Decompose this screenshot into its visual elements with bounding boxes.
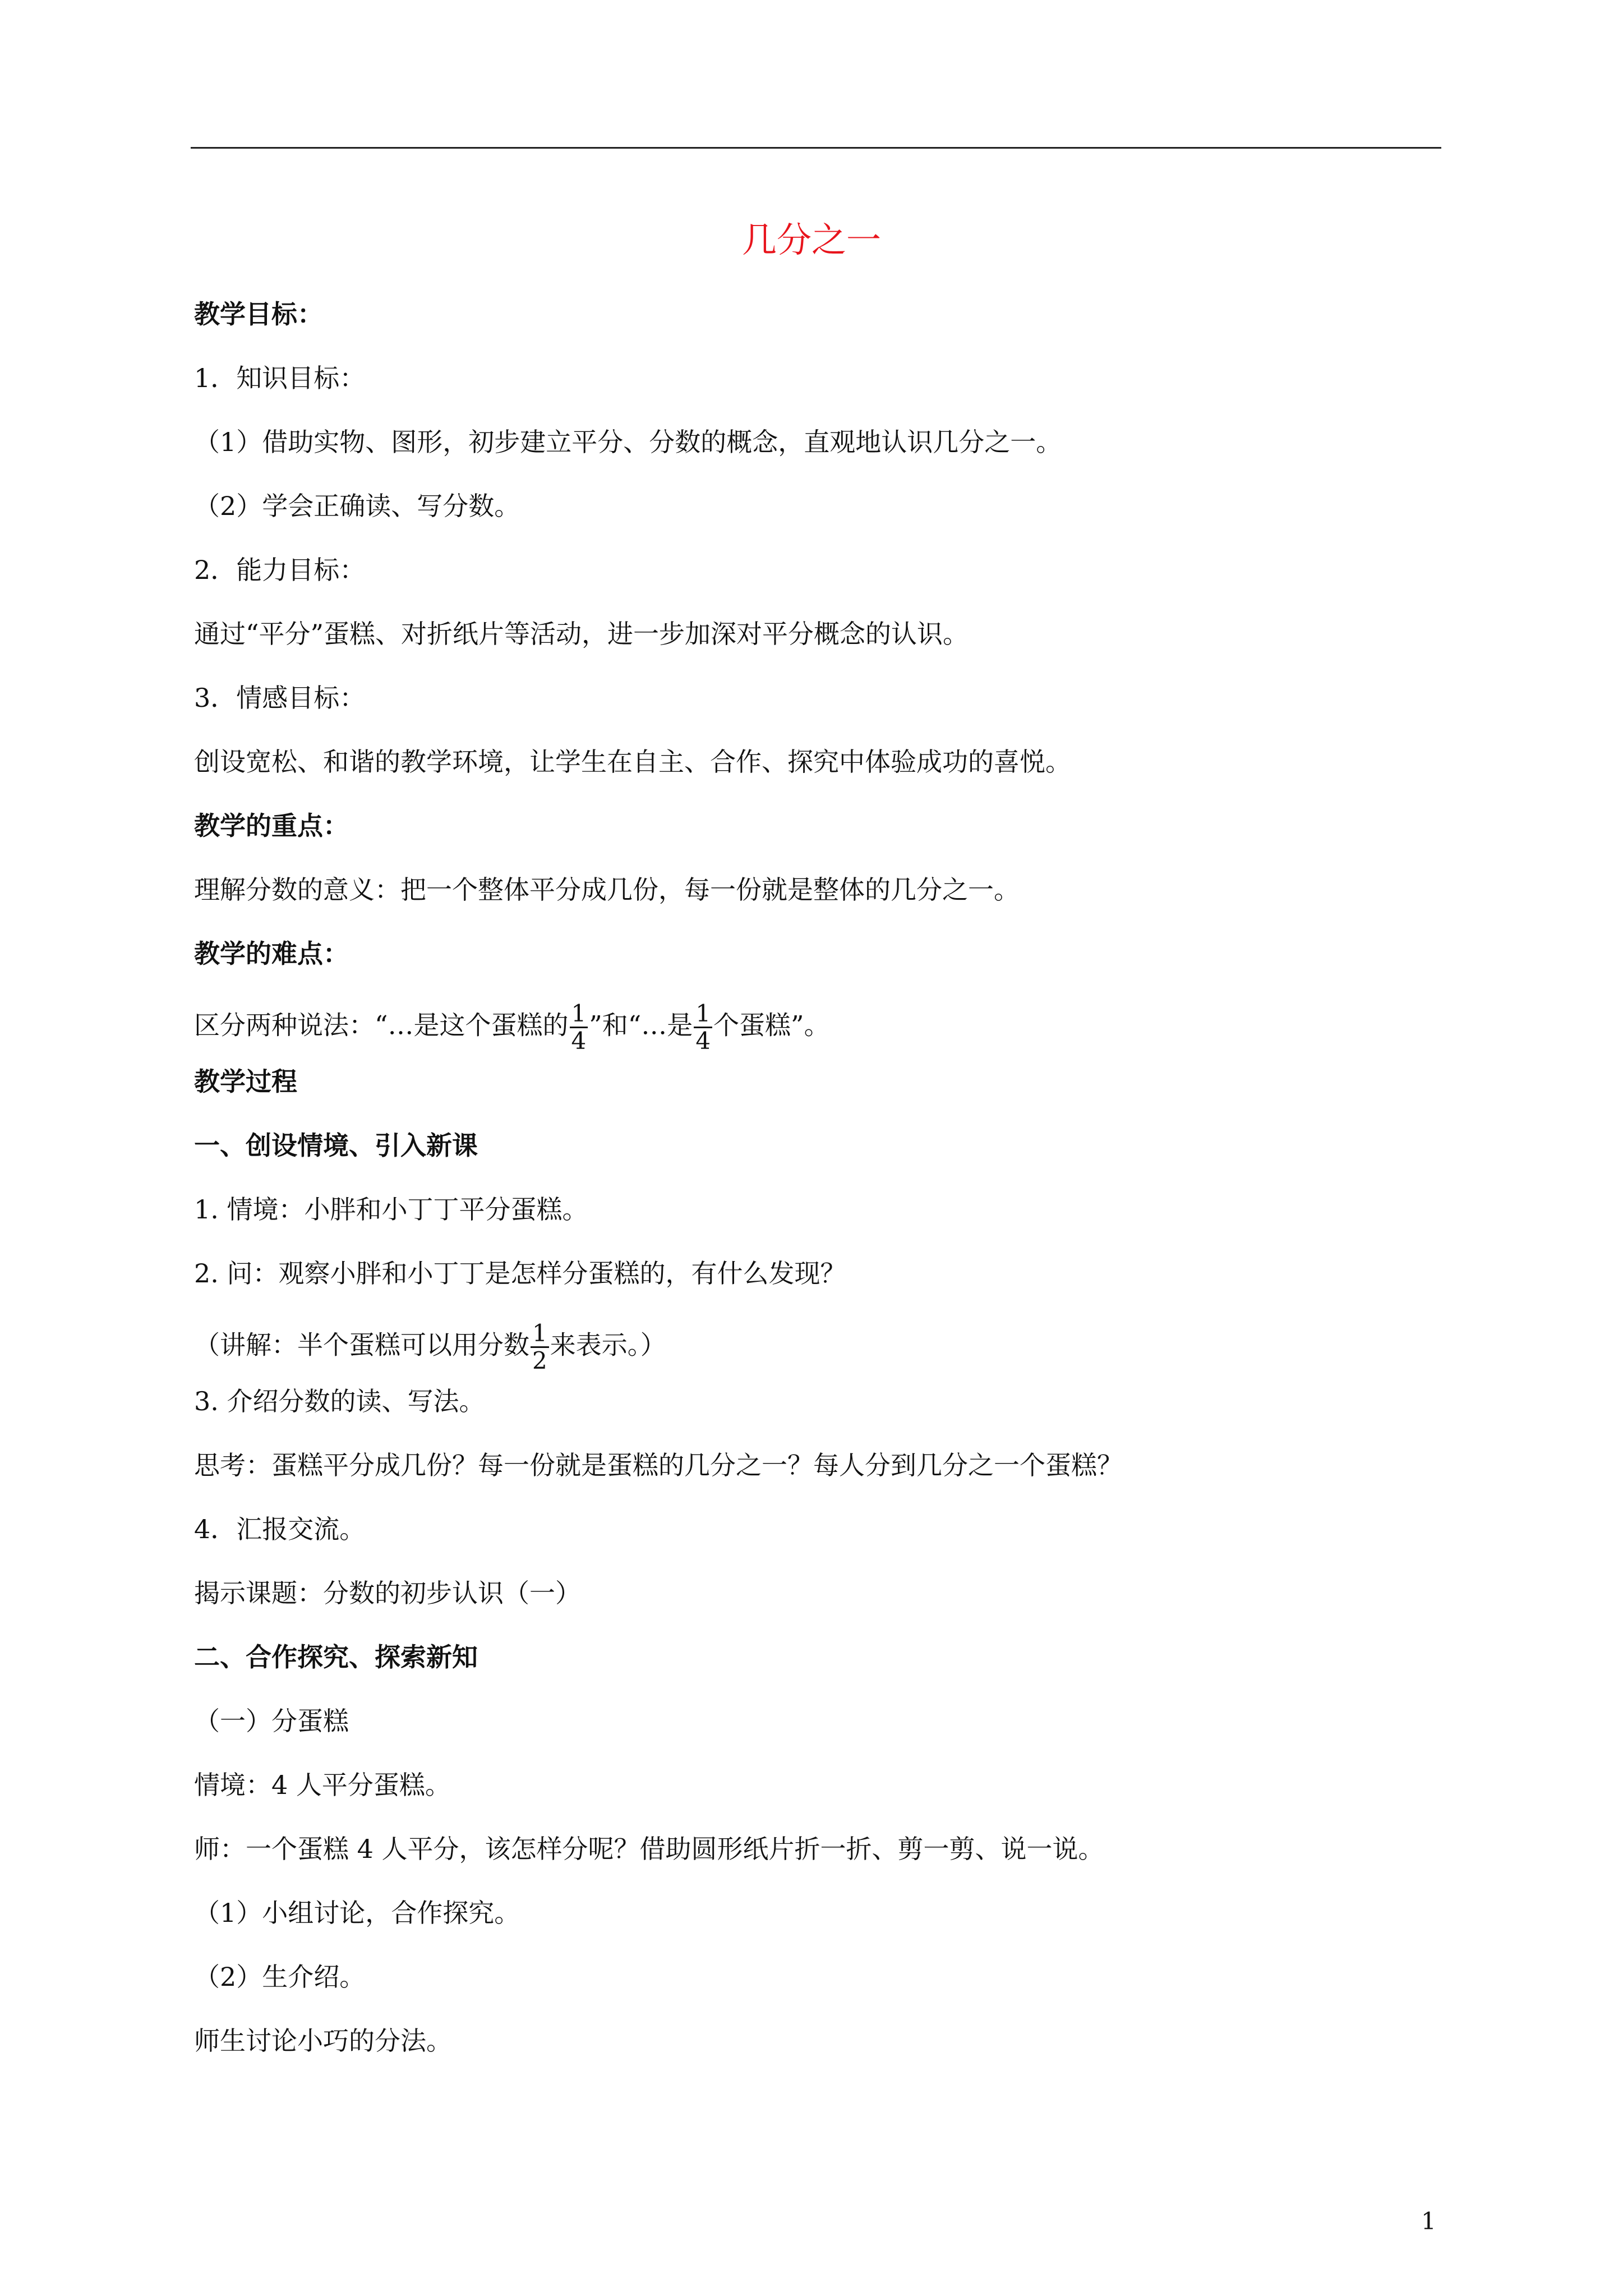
text-line	[194, 1320, 1428, 1384]
text-segment: ”和“…是	[589, 1010, 693, 1041]
text-line: 师：一个蛋糕 4 人平分，该怎样分呢？借助圆形纸片折一折、剪一剪、说一说。	[194, 1834, 1104, 1864]
text-line: 理解分数的意义：把一个整体平分成几份，每一份就是整体的几分之一。	[194, 875, 1020, 905]
section-heading: 教学的难点：	[194, 938, 349, 969]
page-title: 几分之一	[741, 219, 881, 260]
text-line	[194, 1001, 1428, 1065]
fraction	[570, 1001, 588, 1054]
text-line: 1．知识目标：	[194, 363, 366, 393]
fraction	[531, 1320, 549, 1374]
text-segment: 区分两种说法：“…是这个蛋糕的	[194, 1010, 569, 1041]
text-line: （1）借助实物、图形，初步建立平分、分数的概念，直观地认识几分之一。	[194, 427, 1062, 457]
fraction-denominator: 4	[695, 1027, 711, 1055]
text-line: 情境：4 人平分蛋糕。	[194, 1770, 451, 1800]
text-segment: 个蛋糕”。	[713, 1010, 830, 1041]
document-body	[194, 297, 1428, 2088]
text-line: （1）小组讨论，合作探究。	[194, 1898, 520, 1928]
fraction-numerator: 1	[694, 1001, 712, 1028]
text-line: 揭示课题：分数的初步认识（一）	[194, 1578, 581, 1608]
section-heading: 二、合作探究、探索新知	[194, 1642, 478, 1672]
fraction-numerator: 1	[531, 1320, 549, 1348]
text-line: （一）分蛋糕	[194, 1706, 349, 1736]
text-line: 2. 问：观察小胖和小丁丁是怎样分蛋糕的，有什么发现？	[194, 1258, 846, 1289]
text-line: 3．情感目标：	[194, 683, 366, 713]
text-segment: 来表示。）	[550, 1329, 666, 1360]
section-heading: 一、创设情境、引入新课	[194, 1130, 478, 1161]
text-line: 2．能力目标：	[194, 555, 366, 585]
page-number: 1	[1421, 2207, 1436, 2235]
text-line: 思考：蛋糕平分成几份？每一份就是蛋糕的几分之一？每人分到几分之一个蛋糕？	[194, 1450, 1123, 1480]
fraction-numerator: 1	[570, 1001, 588, 1028]
fraction	[694, 1001, 712, 1054]
fraction-denominator: 4	[571, 1027, 587, 1055]
text-line: 创设宽松、和谐的教学环境，让学生在自主、合作、探究中体验成功的喜悦。	[194, 747, 1071, 777]
section-heading: 教学目标：	[194, 299, 323, 329]
header-rule	[191, 147, 1441, 149]
fraction-denominator: 2	[532, 1347, 547, 1374]
section-heading: 教学过程	[194, 1066, 297, 1097]
text-line: 3. 介绍分数的读、写法。	[194, 1386, 485, 1416]
text-line: （2）学会正确读、写分数。	[194, 491, 520, 521]
text-line: 4．汇报交流。	[194, 1514, 366, 1544]
section-heading: 教学的重点：	[194, 811, 349, 841]
text-line: 1. 情境：小胖和小丁丁平分蛋糕。	[194, 1194, 588, 1225]
text-line: 师生讨论小巧的分法。	[194, 2026, 452, 2056]
text-line: 通过“平分”蛋糕、对折纸片等活动，进一步加深对平分概念的认识。	[194, 619, 969, 649]
text-line: （2）生介绍。	[194, 1962, 366, 1992]
text-segment: （讲解：半个蛋糕可以用分数	[194, 1329, 529, 1360]
